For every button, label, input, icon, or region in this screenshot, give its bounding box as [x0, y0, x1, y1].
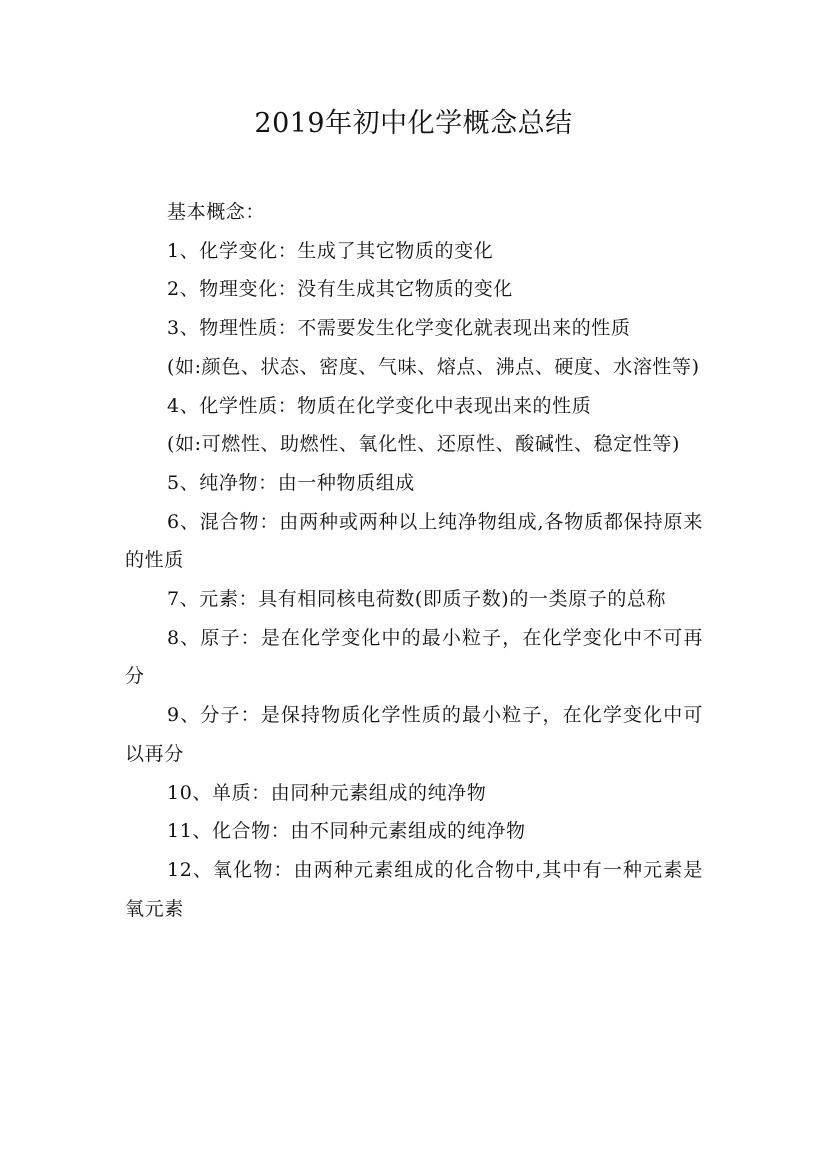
- section-heading: 基本概念：: [167, 201, 266, 223]
- concept-item: 2、物理变化：没有生成其它物质的变化: [167, 278, 513, 301]
- concept-item: 5、纯净物：由一种物质组成: [167, 471, 415, 494]
- concept-item: 6、混合物：由两种或两种以上纯净物组成,各物质都保持原来的性质: [125, 510, 703, 572]
- document-body: [125, 193, 703, 928]
- concept-item: 12、氧化物：由两种元素组成的化合物中,其中有一种元素是氧元素: [125, 858, 703, 920]
- concept-item: 10、单质：由同种元素组成的纯净物: [167, 781, 487, 804]
- page-title: 2019年初中化学概念总结: [254, 108, 573, 139]
- concept-item: 4、化学性质：物质在化学变化中表现出来的性质: [167, 394, 592, 417]
- concept-item: 7、元素：具有相同核电荷数(即质子数)的一类原子的总称: [167, 588, 667, 611]
- concept-note: (如:可燃性、助燃性、氧化性、还原性、酸碱性、稳定性等): [167, 433, 681, 456]
- concept-item: 8、原子：是在化学变化中的最小粒子，在化学变化中不可再分: [125, 626, 703, 688]
- concept-item: 11、化合物：由不同种元素组成的纯净物: [167, 820, 526, 843]
- concept-item: 3、物理性质：不需要发生化学变化就表现出来的性质: [167, 317, 631, 340]
- concept-item: 1、化学变化：生成了其它物质的变化: [167, 239, 494, 262]
- concept-item: 9、分子：是保持物质化学性质的最小粒子，在化学变化中可以再分: [125, 704, 703, 765]
- concept-note: (如:颜色、状态、密度、气味、熔点、沸点、硬度、水溶性等): [167, 355, 700, 378]
